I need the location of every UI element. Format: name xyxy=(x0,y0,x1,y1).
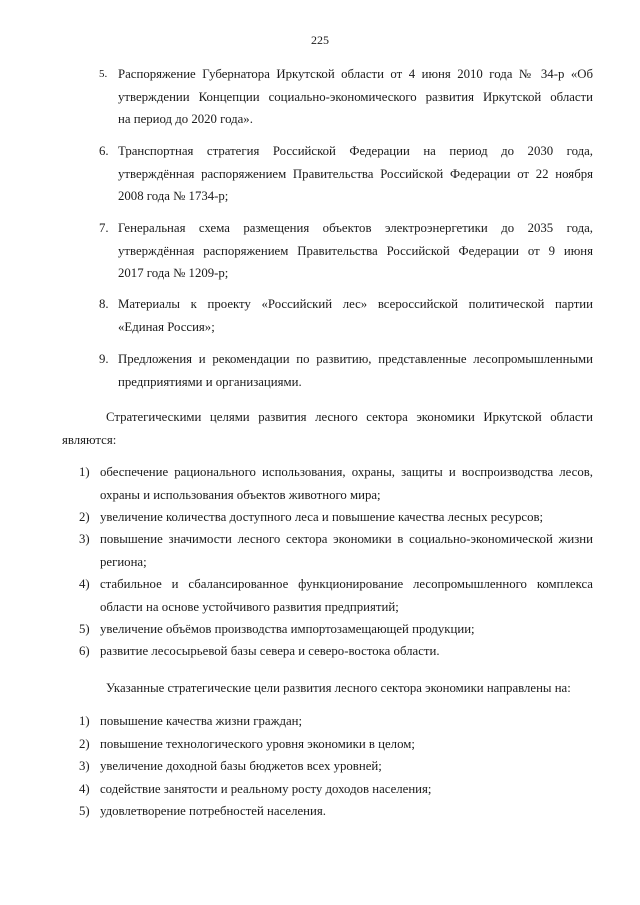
paragraph-line: Стратегическими целями развития лесного сектора экономики Иркутской области xyxy=(106,410,593,424)
goal-item xyxy=(79,618,593,641)
source-item xyxy=(99,63,593,131)
paragraph-line: Указанные стратегические цели развития лесного сектора экономики направлены на: xyxy=(106,681,571,695)
goal-item xyxy=(79,461,593,506)
source-line: на период до 2020 года». xyxy=(118,112,253,126)
directions-intro-paragraph xyxy=(106,677,593,700)
list-number: 6. xyxy=(99,144,109,158)
list-number: 6) xyxy=(79,644,90,658)
goal-line: повышение значимости лесного сектора экономики в социально-экономической жизни xyxy=(100,532,593,546)
source-line: 2008 года № 1734-р; xyxy=(118,189,229,203)
source-item xyxy=(99,348,593,393)
source-line: Предложения и рекомендации по развитию, представленные лесопромышленными xyxy=(118,352,593,366)
list-number: 2) xyxy=(79,510,90,524)
list-number: 7. xyxy=(99,221,109,235)
goal-item xyxy=(79,528,593,573)
list-number: 3) xyxy=(79,532,90,546)
goal-line: обеспечение рационального использования, охраны, защиты и воспроизводства лесов, xyxy=(100,465,593,479)
goal-item xyxy=(79,640,593,663)
source-item xyxy=(99,140,593,208)
paragraph-line: являются: xyxy=(62,432,117,447)
goal-line: увеличение объёмов производства импортозамещающей продукции; xyxy=(100,622,475,636)
goal-line: области на основе устойчивого развития предприятий; xyxy=(100,599,399,614)
source-line: Транспортная стратегия Российской Федерации на период до 2030 года, xyxy=(118,144,593,158)
source-line: утверждённая распоряжением Правительства Российской Федерации от 22 ноября xyxy=(118,166,593,181)
list-number: 1) xyxy=(79,714,90,728)
goal-item xyxy=(79,506,593,529)
list-number: 9. xyxy=(99,352,109,366)
list-number: 1) xyxy=(79,465,90,479)
list-number: 8. xyxy=(99,297,109,311)
source-line: Материалы к проекту «Российский лес» всероссийской политической партии xyxy=(118,297,593,311)
direction-item xyxy=(79,778,593,801)
page-number: 225 xyxy=(311,33,329,47)
goal-line: охраны и использования объектов животного мира; xyxy=(100,487,381,502)
source-line: предприятиями и организациями. xyxy=(118,374,302,389)
goal-item xyxy=(79,573,593,618)
source-line: Распоряжение Губернатора Иркутской области от 4 июня 2010 года № 34-р «Об xyxy=(118,67,593,81)
source-line: «Единая Россия»; xyxy=(118,319,215,334)
direction-item xyxy=(79,733,593,756)
direction-text: содействие занятости и реальному росту доходов населения; xyxy=(100,782,432,796)
list-number: 2) xyxy=(79,737,90,751)
direction-item xyxy=(79,800,593,823)
direction-text: повышение качества жизни граждан; xyxy=(100,714,303,728)
list-number: 4) xyxy=(79,782,90,796)
goal-line: развитие лесосырьевой базы севера и северо-востока области. xyxy=(100,644,440,658)
source-line: утверждённая распоряжением Правительства Российской Федерации от 9 июня xyxy=(118,243,593,258)
goal-line: региона; xyxy=(100,554,147,569)
list-number: 5) xyxy=(79,804,90,818)
source-line: утверждении Концепции социально-экономического развития Иркутской области xyxy=(118,89,593,104)
list-number: 5) xyxy=(79,622,90,636)
direction-item xyxy=(79,710,593,733)
goal-line: стабильное и сбалансированное функционирование лесопромышленного комплекса xyxy=(100,577,593,591)
source-item xyxy=(99,217,593,285)
goals-intro-paragraph xyxy=(62,406,593,451)
source-item xyxy=(99,293,593,338)
direction-text: повышение технологического уровня экономики в целом; xyxy=(100,737,415,751)
goal-line: увеличение количества доступного леса и повышение качества лесных ресурсов; xyxy=(100,510,544,524)
list-number: 3) xyxy=(79,759,90,773)
list-number: 4) xyxy=(79,577,90,591)
source-line: Генеральная схема размещения объектов электроэнергетики до 2035 года, xyxy=(118,221,593,235)
direction-text: удовлетворение потребностей населения. xyxy=(100,804,326,818)
direction-item xyxy=(79,755,593,778)
direction-text: увеличение доходной базы бюджетов всех уровней; xyxy=(100,759,382,773)
list-number: 5. xyxy=(99,68,108,80)
source-line: 2017 года № 1209-р; xyxy=(118,266,229,280)
